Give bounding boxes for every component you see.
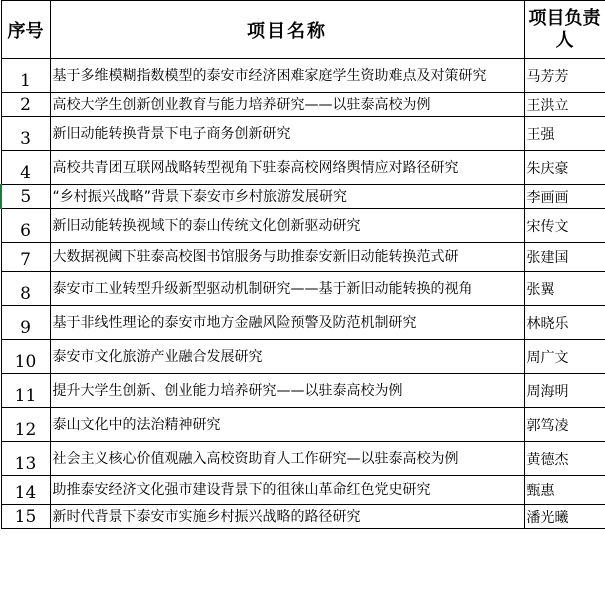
row-index[interactable]: 7 bbox=[1, 243, 50, 272]
row-project-name[interactable]: 泰安市文化旅游产业融合发展研究 bbox=[50, 340, 524, 374]
table-row bbox=[1, 185, 605, 209]
row-project-owner[interactable]: 朱庆豪 bbox=[524, 151, 605, 185]
row-index[interactable]: 13 bbox=[1, 442, 50, 476]
header-project-owner[interactable]: 项目负责人 bbox=[524, 1, 605, 59]
row-index[interactable]: 10 bbox=[1, 340, 50, 374]
row-project-name[interactable]: 新旧动能转换视域下的泰山传统文化创新驱动研究 bbox=[50, 209, 524, 243]
row-project-name[interactable]: “乡村振兴战略”背景下泰安市乡村旅游发展研究 bbox=[50, 185, 524, 209]
row-project-owner[interactable]: 张建国 bbox=[524, 243, 605, 272]
table-row bbox=[1, 117, 605, 151]
table-row bbox=[1, 408, 605, 442]
row-project-owner[interactable]: 林晓乐 bbox=[524, 306, 605, 340]
row-project-owner[interactable]: 李画画 bbox=[524, 185, 605, 209]
row-project-name[interactable]: 基于非线性理论的泰安市地方金融风险预警及防范机制研究 bbox=[50, 306, 524, 340]
row-project-owner[interactable]: 王强 bbox=[524, 117, 605, 151]
row-project-owner[interactable]: 郭笃凌 bbox=[524, 408, 605, 442]
row-project-name[interactable]: 新旧动能转换背景下电子商务创新研究 bbox=[50, 117, 524, 151]
table-row bbox=[1, 476, 605, 505]
table-row bbox=[1, 340, 605, 374]
table-row bbox=[1, 272, 605, 306]
row-project-name[interactable]: 提升大学生创新、创业能力培养研究——以驻泰高校为例 bbox=[50, 374, 524, 408]
row-index[interactable]: 9 bbox=[1, 306, 50, 340]
row-index[interactable]: 15 bbox=[1, 505, 50, 529]
row-project-owner[interactable]: 甄惠 bbox=[524, 476, 605, 505]
header-index[interactable]: 序号 bbox=[1, 1, 50, 59]
table-row bbox=[1, 505, 605, 529]
row-project-owner[interactable]: 宋传文 bbox=[524, 209, 605, 243]
row-project-owner[interactable]: 周广文 bbox=[524, 340, 605, 374]
header-project-name[interactable]: 项目名称 bbox=[50, 1, 524, 59]
row-index[interactable]: 1 bbox=[1, 59, 50, 93]
row-project-name[interactable]: 助推泰安经济文化强市建设背景下的徂徕山革命红色党史研究 bbox=[50, 476, 524, 505]
row-project-owner[interactable]: 潘光曦 bbox=[524, 505, 605, 529]
row-index[interactable]: 2 bbox=[1, 93, 50, 117]
row-project-name[interactable]: 高校共青团互联网战略转型视角下驻泰高校网络舆情应对路径研究 bbox=[50, 151, 524, 185]
row-index[interactable]: 3 bbox=[1, 117, 50, 151]
table-row bbox=[1, 93, 605, 117]
row-project-owner[interactable]: 张翼 bbox=[524, 272, 605, 306]
row-project-name[interactable]: 大数据视阈下驻泰高校图书馆服务与助推泰安新旧动能转换范式研 bbox=[50, 243, 524, 272]
header-row bbox=[1, 1, 605, 59]
table-row bbox=[1, 306, 605, 340]
table-row bbox=[1, 374, 605, 408]
row-project-owner[interactable]: 马芳芳 bbox=[524, 59, 605, 93]
table-row bbox=[1, 209, 605, 243]
row-project-name[interactable]: 社会主义核心价值观融入高校资助育人工作研究—以驻泰高校为例 bbox=[50, 442, 524, 476]
table-row bbox=[1, 59, 605, 93]
row-project-name[interactable]: 新时代背景下泰安市实施乡村振兴战略的路径研究 bbox=[50, 505, 524, 529]
row-project-name[interactable]: 基于多维模糊指数模型的泰安市经济困难家庭学生资助难点及对策研究 bbox=[50, 59, 524, 93]
row-index[interactable]: 4 bbox=[1, 151, 50, 185]
row-index[interactable]: 14 bbox=[1, 476, 50, 505]
row-index[interactable]: 12 bbox=[1, 408, 50, 442]
row-index[interactable]: 5 bbox=[1, 185, 50, 209]
row-index[interactable]: 11 bbox=[1, 374, 50, 408]
row-index[interactable]: 6 bbox=[1, 209, 50, 243]
row-project-owner[interactable]: 黄德杰 bbox=[524, 442, 605, 476]
row-index[interactable]: 8 bbox=[1, 272, 50, 306]
row-project-name[interactable]: 泰山文化中的法治精神研究 bbox=[50, 408, 524, 442]
table-row bbox=[1, 151, 605, 185]
row-project-name[interactable]: 高校大学生创新创业教育与能力培养研究——以驻泰高校为例 bbox=[50, 93, 524, 117]
row-project-name[interactable]: 泰安市工业转型升级新型驱动机制研究——基于新旧动能转换的视角 bbox=[50, 272, 524, 306]
row-project-owner[interactable]: 周海明 bbox=[524, 374, 605, 408]
row-project-owner[interactable]: 王洪立 bbox=[524, 93, 605, 117]
table-row bbox=[1, 243, 605, 272]
table-row bbox=[1, 442, 605, 476]
